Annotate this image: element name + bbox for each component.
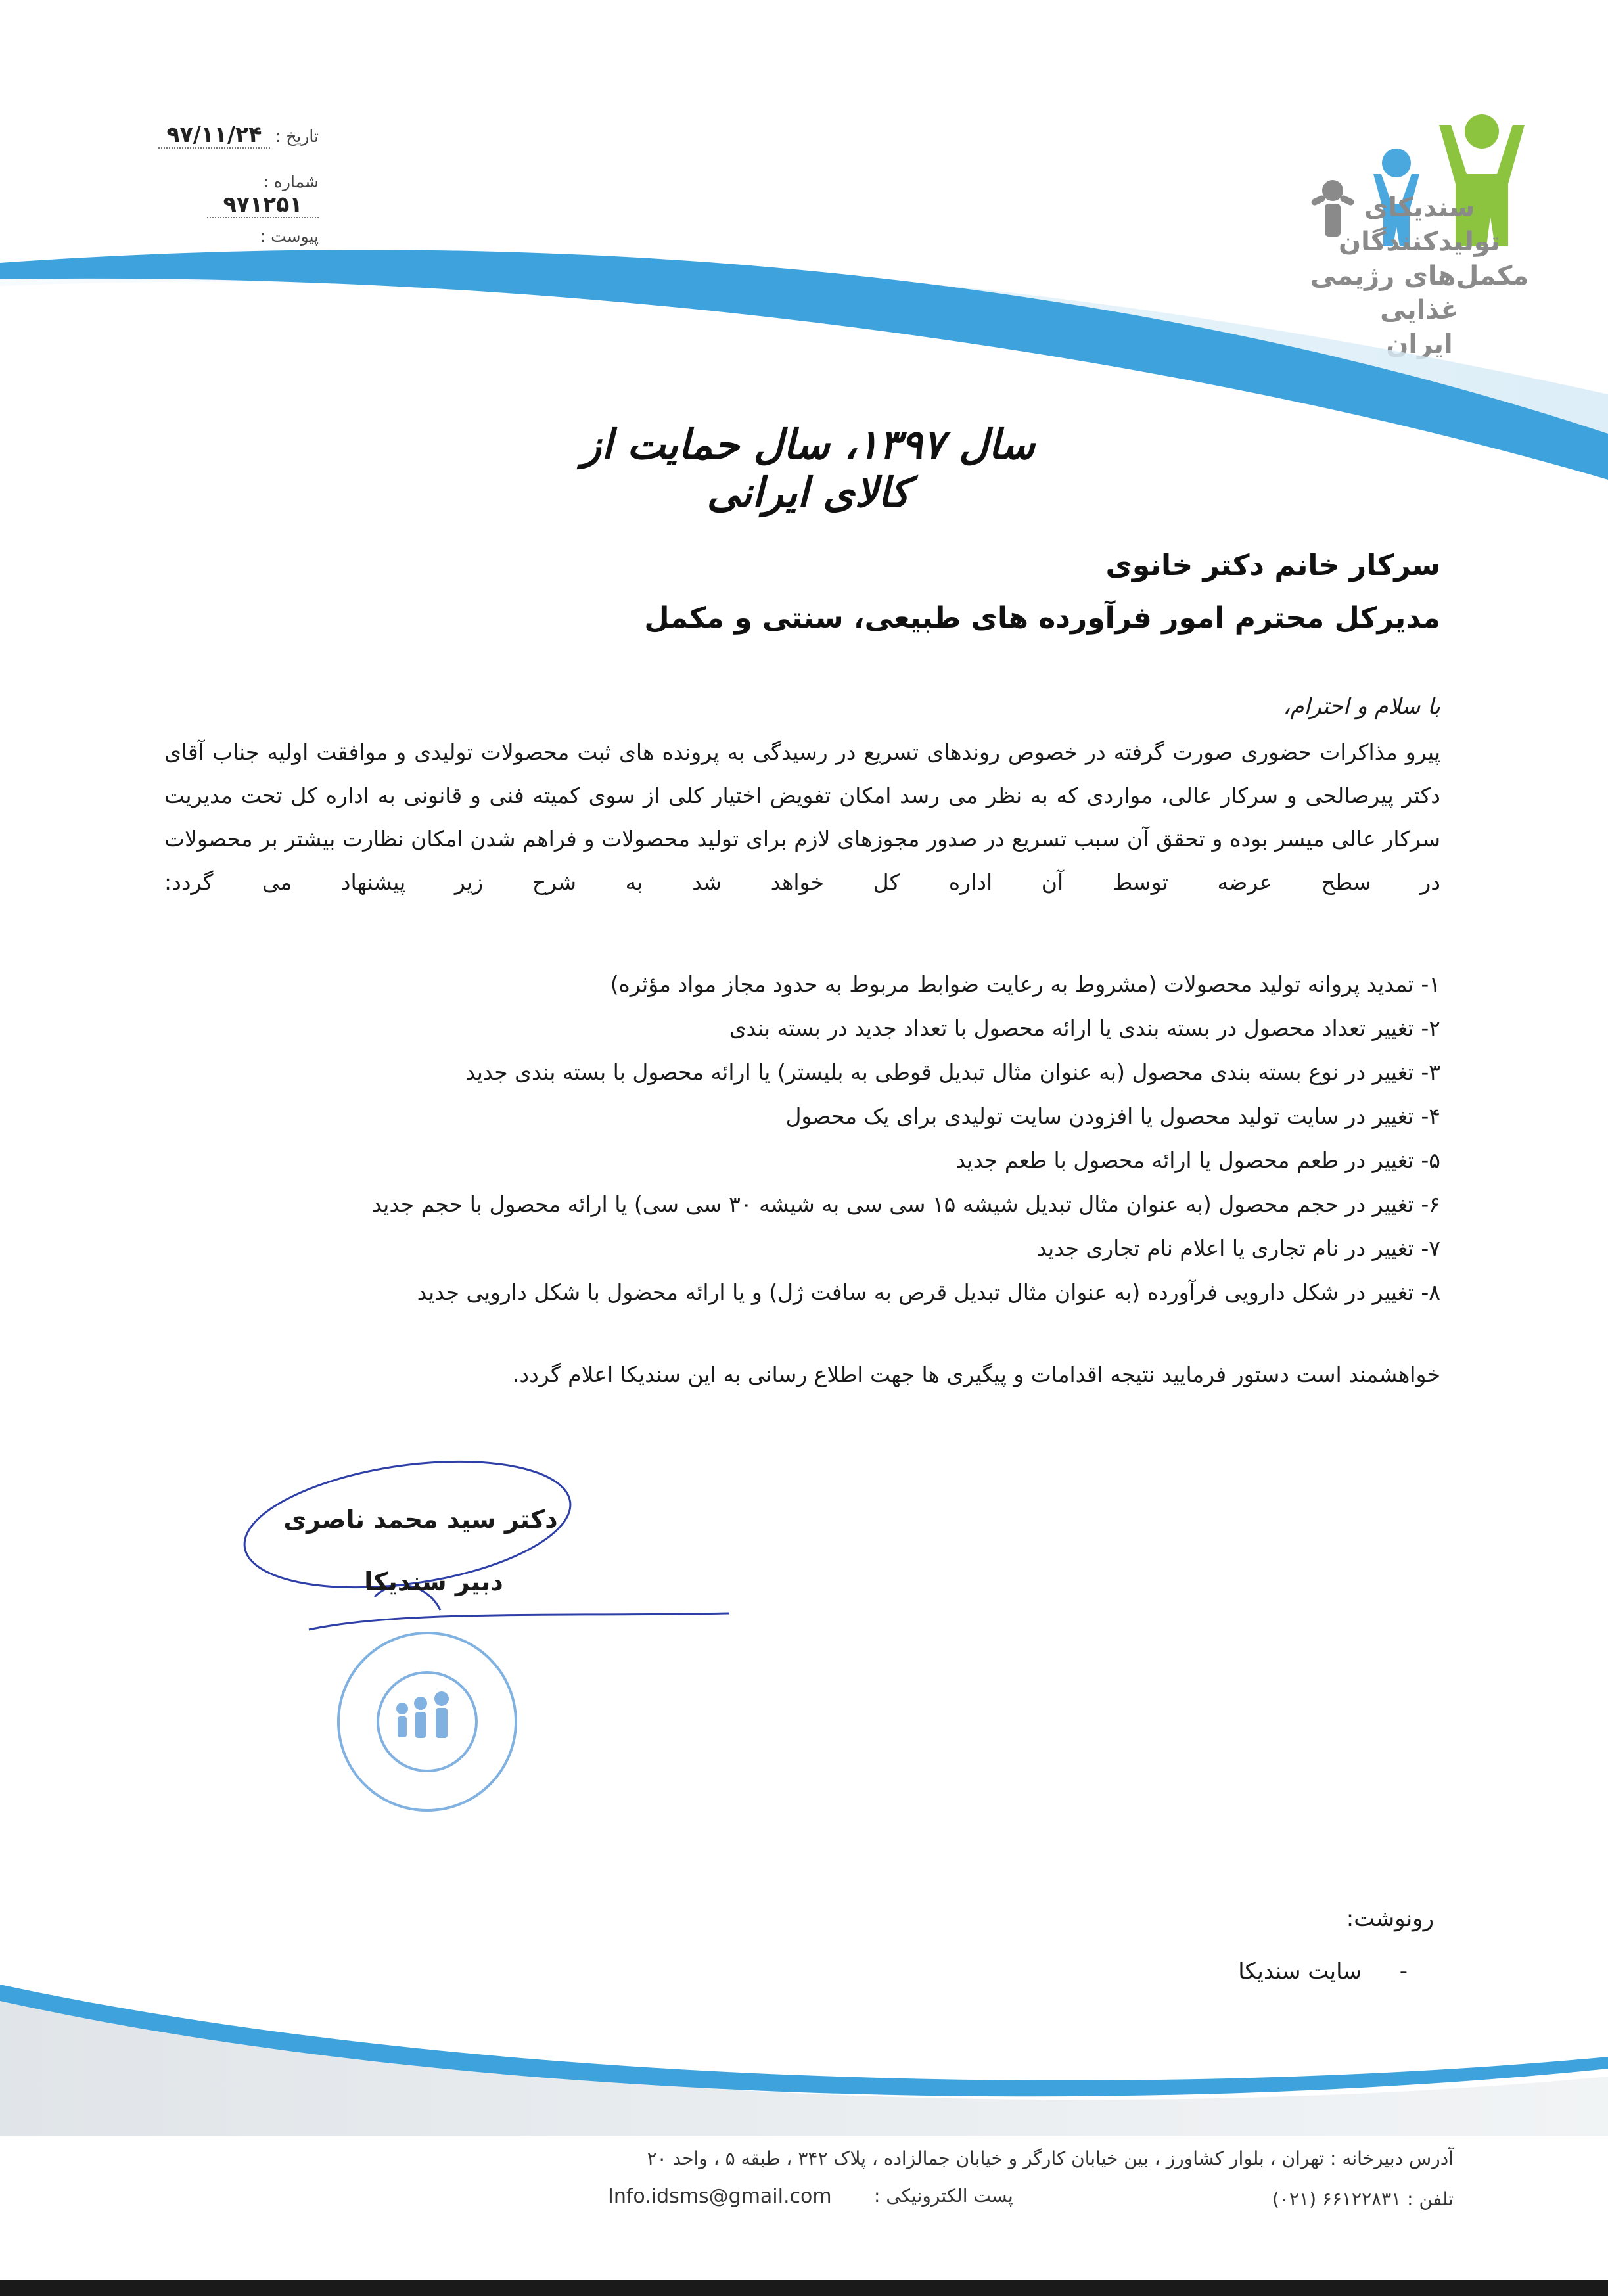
list-item: ۲- تغییر تعداد محصول در بسته بندی یا ارائه محصول با تعداد جدید در بسته بندی [729,1015,1440,1041]
logo-line-1: سندیکای تولیدکنندگان [1339,193,1500,257]
signer-name: دکتر سید محمد ناصری [283,1505,558,1534]
cc-label: رونوشت: [1346,1906,1434,1932]
footer-swoosh [0,1971,1608,2136]
footer-email[interactable]: Info.idsms@gmail.com [608,2185,832,2208]
logo-line-3: ایران [1386,329,1453,359]
signer-title: دبیر سندیکا [364,1567,503,1596]
list-item: ۸- تغییر در شکل دارویی فرآورده (به عنوان مثال تبدیل قرص به سافت ژل) و یا ارائه محضول با شکل دارویی جدید [417,1279,1440,1305]
list-item: ۷- تغییر در نام تجاری یا اعلام نام تجاری جدید [1036,1235,1440,1261]
date-value: ۹۷/۱۱/۲۴ [158,122,270,149]
closing-sentence: خواهشمند است دستور فرمایید نتیجه اقدامات و پیگیری ها جهت اطلاع رسانی به این سندیکا اعلام گردد. [512,1362,1440,1387]
cc-item: سایت سندیکا [1238,1958,1362,1985]
footer-phone: تلفن : ۶۶۱۲۲۸۳۱ (۰۲۱) [1272,2188,1454,2210]
greeting: با سلام و احترام، [1283,693,1440,720]
list-item: ۱- تمدید پروانه تولید محصولات (مشروط به رعایت ضوابط مربوط به حدود مجاز مواد مؤثره) [610,971,1440,997]
stamp-icon [338,1633,516,1810]
slogan: سال ۱۳۹۷، سال حمایت از کالای ایرانی [582,421,1035,517]
list-item: ۵- تغییر در طعم محصول یا ارائه محصول با طعم جدید [955,1147,1440,1173]
body-paragraph: پیرو مذاکرات حضوری صورت گرفته در خصوص روندهای تسریع در رسیدگی به پرونده های ثبت محصولات تولیدی و موافقت اولیه جناب آقای دکتر پیرصالحی و سرکار عالی، مواردی که به نظر می رسد امکان تفویض اختیار کلی از سوی کمیته فنی و قانونی به اداره کل تحت مدیریت سرکار عالی میسر بوده و تحقق آن سبب تسریع در صدور مجوزهای لازم برای تولید محصولات و فراهم شدن امکان نظارت بیشتر بر محصولات در سطح عرضه توسط آن اداره کل خواهد شد به شرح زیر پیشنهاد می گردد: [164,739,1440,895]
list-item: ۳- تغییر در نوع بسته بندی محصول (به عنوان مثال تبدیل قوطی به بلیستر) یا ارائه محصول با بسته بندی جدید [465,1059,1440,1085]
cc-dash: - [1399,1958,1408,1985]
date-field [148,122,319,149]
number-label: شماره : [263,172,319,191]
recipient-name: سرکار خانم دکتر خانوی [1105,549,1440,582]
attachment-label: پیوست : [260,227,319,246]
page-bottom-edge [0,2280,1608,2296]
date-label: تاریخ : [275,127,319,146]
logo-line-2: مکمل‌های رژیمی غذایی [1310,261,1529,325]
number-field [148,172,319,218]
number-value: ۹۷۱۲۵۱ [207,191,319,218]
footer-email-label: پست الکترونیکی : [874,2185,1013,2207]
list-item: ۶- تغییر در حجم محصول (به عنوان مثال تبدیل شیشه ۱۵ سی سی به شیشه ۳۰ سی سی) یا ارائه محصول با حجم جدید [371,1191,1440,1217]
signature-scribble-icon [237,1446,729,1630]
signature-and-stamp [230,1446,756,1814]
footer-address: آدرس دبیرخانه : تهران ، بلوار کشاورز ، بین خیابان کارگر و خیابان جمالزاده ، پلاک ۳۴۲ ، طبقه ۵ ، واحد ۲۰ [647,2147,1454,2169]
recipient-title: مدیرکل محترم امور فرآورده های طبیعی، سنتی و مکمل [644,601,1440,635]
list-item: ۴- تغییر در سایت تولید محصول یا افزودن سایت تولیدی برای یک محصول [785,1103,1440,1129]
